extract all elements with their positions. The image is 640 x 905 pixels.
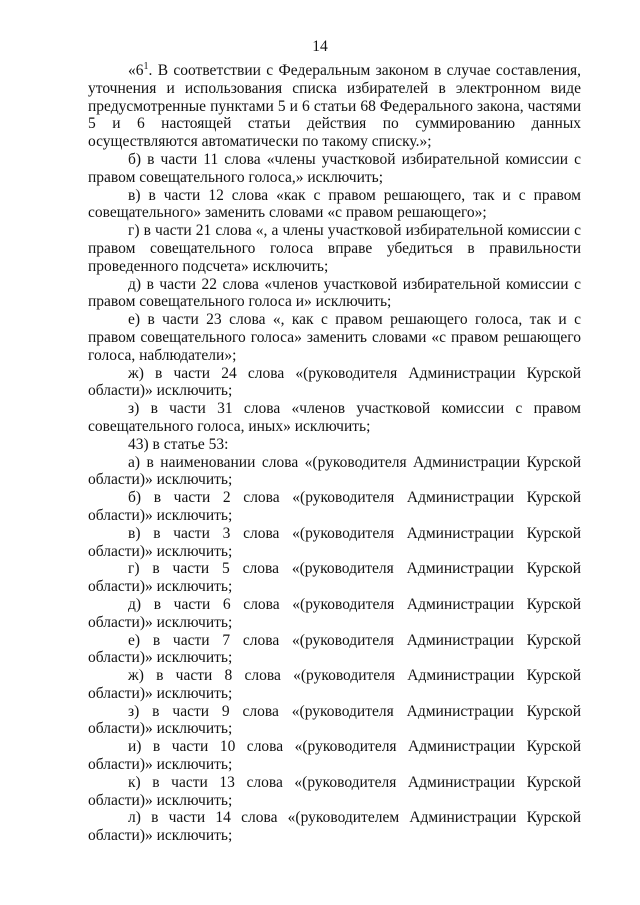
paragraph-item-zh-part-24: ж) в части 24 слова «(руководителя Администрации Курской области)» исключить; <box>88 364 581 400</box>
paragraph-item-d-part-6: д) в части 6 слова «(руководителя Администрации Курской области)» исключить; <box>88 595 581 631</box>
paragraph-item-v-part-12: в) в части 12 слова «как с правом решающего, так и с правом совещательного» заменить словами «с правом решающего»; <box>88 186 581 222</box>
paragraph-item-b-part-11: б) в части 11 слова «члены участковой избирательной комиссии с правом совещательного голоса,» исключить; <box>88 150 581 186</box>
paragraph-item-zh-part-8: ж) в части 8 слова «(руководителя Администрации Курской области)» исключить; <box>88 667 581 702</box>
paragraph-6-1-lead: «6 <box>128 62 144 79</box>
paragraph-item-b-part-2: б) в части 2 слова «(руководителя Администрации Курской области)» исключить; <box>88 489 581 524</box>
superscript-1: 1 <box>143 61 149 72</box>
paragraph-6-1 <box>88 62 581 151</box>
paragraph-item-l-part-14: л) в части 14 слова «(руководителем Администрации Курской области)» исключить; <box>88 809 581 845</box>
paragraph-item-43-article-53: 43) в статье 53: <box>128 435 229 453</box>
paragraph-item-e-part-23: е) в части 23 слова «, как с правом решающего голоса, так и с правом совещательного голоса» заменить словами «с правом решающего голоса, наблюдатели»; <box>88 311 581 364</box>
paragraph-6-1-text: . В соответствии с Федеральным законом в случае составления, уточнения и использования списка избирателей в электронном виде предусмотренные пунктами 5 и 6 статьи 68 Федерального закона, частями 5 и 6 настоящей статьи действия по суммированию данных осуществляются автоматически по такому списку.»; <box>88 62 581 151</box>
paragraph-item-d-part-22: д) в части 22 слова «членов участковой избирательной комиссии с правом совещательного голоса и» исключить; <box>88 275 581 311</box>
paragraph-item-z-part-31: з) в части 31 слова «членов участковой комиссии с правом совещательного голоса, иных» исключить; <box>88 400 581 435</box>
paragraph-item-e-part-7: е) в части 7 слова «(руководителя Администрации Курской области)» исключить; <box>88 631 581 667</box>
document-body <box>88 62 581 845</box>
page-number: 14 <box>312 38 328 55</box>
paragraph-item-g-part-21: г) в части 21 слова «, а члены участковой избирательной комиссии с правом совещательного голоса вправе убедиться в правильности проведенного подсчета» исключить; <box>88 222 581 275</box>
paragraph-item-i-part-10: и) в части 10 слова «(руководителя Администрации Курской области)» исключить; <box>88 738 581 774</box>
paragraph-item-k-part-13: к) в части 13 слова «(руководителя Администрации Курской области)» исключить; <box>88 773 581 809</box>
paragraph-item-g-part-5: г) в части 5 слова «(руководителя Администрации Курской области)» исключить; <box>88 560 581 596</box>
paragraph-item-z-part-9: з) в части 9 слова «(руководителя Администрации Курской области)» исключить; <box>88 702 581 738</box>
paragraph-item-a-title: а) в наименовании слова «(руководителя Администрации Курской области)» исключить; <box>88 453 581 489</box>
paragraph-item-v-part-3: в) в части 3 слова «(руководителя Администрации Курской области)» исключить; <box>88 524 581 560</box>
